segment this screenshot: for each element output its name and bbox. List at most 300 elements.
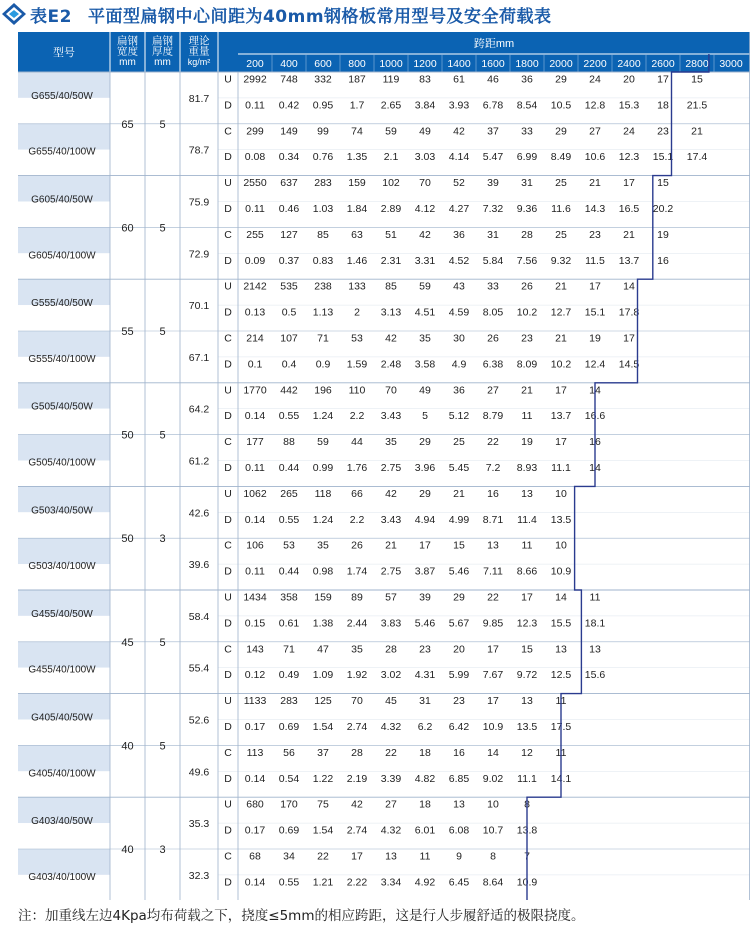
load-value: 17: [555, 384, 567, 397]
model-name: G505/40/100W: [28, 457, 96, 469]
flat-bar-thickness: 5: [159, 429, 166, 442]
load-value: 11: [419, 850, 431, 863]
load-value: 10.9: [516, 876, 538, 889]
load-value: 2.19: [346, 772, 368, 785]
load-value: 9.02: [482, 772, 504, 785]
load-value: 0.14: [244, 772, 266, 785]
load-value: 15.6: [584, 669, 606, 682]
load-code-C: C: [224, 643, 232, 656]
load-value: 4.32: [380, 720, 402, 733]
load-value: 20.2: [652, 202, 674, 215]
load-value: 0.1: [247, 358, 263, 371]
load-value: 24: [623, 125, 635, 138]
load-code-D: D: [224, 876, 232, 889]
flat-bar-width: 40: [121, 844, 134, 856]
load-code-D: D: [224, 99, 232, 112]
load-value: 31: [419, 695, 431, 708]
load-value: 11: [555, 746, 567, 759]
load-value: 16: [487, 487, 499, 500]
model-name: G605/40/50W: [31, 194, 93, 206]
load-value: 0.11: [245, 461, 265, 474]
flat-bar-thickness: 5: [159, 636, 166, 649]
load-value: 59: [317, 436, 329, 449]
flat-bar-width: 50: [121, 429, 134, 442]
load-value: 0.83: [312, 254, 334, 267]
load-code-D: D: [224, 772, 232, 785]
load-value: 2.31: [380, 254, 402, 267]
load-value: 20: [453, 643, 465, 656]
load-value: 17: [657, 73, 669, 86]
load-value: 15.1: [652, 151, 674, 164]
load-value: 149: [280, 125, 298, 138]
load-value: 11: [555, 695, 567, 708]
load-value: 170: [280, 798, 298, 811]
load-value: 0.44: [278, 565, 300, 578]
header-span-600: 600: [314, 58, 332, 70]
theoretical-weight: 49.6: [188, 766, 210, 779]
load-value: 3.31: [414, 254, 436, 267]
load-value: 53: [351, 332, 363, 345]
load-value: 13.7: [618, 254, 640, 267]
load-value: 43: [453, 280, 465, 293]
load-value: 177: [246, 436, 264, 449]
load-value: 8.05: [482, 306, 504, 319]
load-value: 5.46: [414, 617, 436, 630]
load-value: 18: [419, 798, 431, 811]
load-value: 1.35: [346, 151, 368, 164]
load-value: 0.69: [278, 824, 300, 837]
logo-icon: [1, 2, 27, 26]
load-value: 20: [623, 73, 635, 86]
load-value: 0.17: [244, 824, 266, 837]
load-value: 11.1: [517, 772, 537, 785]
load-value: 2.75: [380, 565, 402, 578]
load-code-D: D: [224, 358, 232, 371]
load-value: 88: [283, 436, 295, 449]
load-value: 29: [555, 73, 567, 86]
theoretical-weight: 35.3: [188, 818, 210, 831]
load-value: 14: [589, 384, 601, 397]
load-value: 0.13: [244, 306, 266, 319]
load-value: 0.11: [245, 99, 265, 112]
load-value: 68: [249, 850, 261, 863]
load-value: 113: [246, 746, 264, 759]
flat-bar-width: 40: [121, 740, 134, 753]
load-value: 12: [521, 746, 533, 759]
load-value: 159: [314, 591, 332, 604]
load-value: 35: [419, 332, 431, 345]
load-value: 0.54: [278, 772, 300, 785]
load-value: 12.7: [550, 306, 572, 319]
load-value: 10: [555, 539, 567, 552]
model-name: G403/40/100W: [28, 871, 96, 883]
footnote: 注：加重线左边4Kpa均布荷载之下，挠度≤5mm的相应跨距，这是行人步履舒适的极限挠度。: [18, 908, 585, 924]
load-value: 4.94: [414, 513, 436, 526]
load-value: 22: [487, 436, 499, 449]
load-value: 21: [385, 539, 397, 552]
load-value: 15: [521, 643, 533, 656]
load-value: 14: [487, 746, 499, 759]
header-weight-line: kg/m²: [187, 57, 211, 67]
load-value: 2.1: [383, 151, 399, 164]
load-value: 30: [453, 332, 465, 345]
load-value: 196: [314, 384, 332, 397]
load-value: 7.11: [483, 565, 503, 578]
load-value: 13: [589, 643, 601, 656]
header-width-line: 扁钢: [117, 35, 138, 47]
load-value: 3.93: [448, 99, 470, 112]
load-code-C: C: [224, 332, 232, 345]
load-value: 13.8: [516, 824, 538, 837]
load-value: 0.09: [244, 254, 266, 267]
load-value: 5: [422, 410, 428, 423]
load-value: 0.11: [245, 565, 265, 578]
load-value: 6.99: [516, 151, 538, 164]
load-value: 49: [419, 384, 431, 397]
load-code-D: D: [224, 565, 232, 578]
table-title: 平面型扁钢中心间距为40mm钢格板常用型号及安全荷载表: [87, 6, 552, 27]
load-value: 2992: [243, 73, 267, 86]
load-value: 35: [317, 539, 329, 552]
header-thickness-line: mm: [154, 57, 171, 68]
load-value: 1.54: [312, 824, 334, 837]
load-value: 1133: [243, 695, 267, 708]
theoretical-weight: 70.1: [188, 300, 210, 313]
load-value: 2.22: [346, 876, 368, 889]
load-value: 21: [453, 487, 465, 500]
load-value: 16: [657, 254, 669, 267]
header-thickness-line: 厚度: [152, 45, 173, 58]
load-value: 23: [419, 643, 431, 656]
load-value: 9: [456, 850, 462, 863]
load-value: 35: [385, 436, 397, 449]
load-value: 49: [419, 125, 431, 138]
load-value: 33: [521, 125, 533, 138]
load-value: 0.55: [278, 513, 300, 526]
load-value: 8: [490, 850, 496, 863]
load-value: 1.7: [349, 99, 365, 112]
load-value: 0.11: [245, 202, 265, 215]
load-value: 21: [555, 332, 567, 345]
load-value: 11: [521, 410, 533, 423]
load-value: 17: [623, 177, 635, 190]
load-value: 14.3: [584, 202, 606, 215]
load-value: 8.64: [482, 876, 504, 889]
load-value: 4.12: [414, 202, 436, 215]
model-name: G403/40/50W: [31, 816, 93, 828]
load-value: 0.4: [281, 358, 297, 371]
load-value: 29: [419, 487, 431, 500]
load-value: 56: [283, 746, 295, 759]
load-value: 17.8: [618, 306, 640, 319]
load-value: 0.55: [278, 410, 300, 423]
load-value: 23: [521, 332, 533, 345]
load-value: 13: [487, 539, 499, 552]
model-name: G455/40/50W: [31, 608, 93, 620]
load-value: 66: [351, 487, 363, 500]
load-value: 10: [555, 487, 567, 500]
load-value: 5.46: [448, 565, 470, 578]
load-value: 42: [385, 487, 397, 500]
load-value: 6.42: [448, 720, 470, 733]
load-value: 24: [589, 73, 601, 86]
load-value: 106: [246, 539, 264, 552]
flat-bar-width: 55: [121, 326, 134, 338]
flat-bar-thickness: 5: [159, 222, 166, 235]
load-code-D: D: [224, 617, 232, 630]
load-code-U: U: [224, 591, 232, 604]
load-value: 0.69: [278, 720, 300, 733]
load-value: 143: [246, 643, 264, 656]
load-value: 33: [487, 280, 499, 293]
load-value: 28: [521, 228, 533, 241]
load-value: 3.39: [380, 772, 402, 785]
load-value: 159: [348, 177, 366, 190]
load-code-D: D: [224, 824, 232, 837]
load-value: 358: [280, 591, 298, 604]
header-span-2400: 2400: [617, 58, 641, 70]
load-value: 0.49: [278, 669, 300, 682]
load-value: 6.2: [417, 720, 433, 733]
load-value: 17: [589, 280, 601, 293]
load-value: 0.14: [244, 513, 266, 526]
load-code-U: U: [224, 280, 232, 293]
load-value: 7.67: [482, 669, 504, 682]
load-value: 10.9: [550, 565, 572, 578]
load-value: 18: [419, 746, 431, 759]
load-value: 187: [348, 73, 366, 86]
load-value: 29: [555, 125, 567, 138]
load-value: 61: [453, 73, 465, 86]
load-value: 10.2: [550, 358, 572, 371]
load-value: 42: [453, 125, 465, 138]
model-name: G655/40/100W: [28, 146, 96, 158]
load-value: 0.98: [312, 565, 334, 578]
load-value: 255: [246, 228, 264, 241]
load-value: 85: [385, 280, 397, 293]
load-value: 28: [351, 746, 363, 759]
theoretical-weight: 61.2: [188, 455, 210, 468]
load-value: 13: [385, 850, 397, 863]
load-value: 2.75: [380, 461, 402, 474]
load-value: 118: [314, 487, 332, 500]
header-thickness-line: 扁钢: [152, 35, 173, 47]
load-value: 6.38: [482, 358, 504, 371]
load-value: 71: [283, 643, 295, 656]
load-value: 0.17: [244, 720, 266, 733]
load-value: 31: [521, 177, 533, 190]
load-value: 37: [487, 125, 499, 138]
load-code-D: D: [224, 461, 232, 474]
load-code-C: C: [224, 746, 232, 759]
load-value: 680: [246, 798, 264, 811]
load-value: 21: [555, 280, 567, 293]
load-value: 13.5: [516, 720, 538, 733]
load-value: 22: [385, 746, 397, 759]
load-value: 17.4: [686, 151, 708, 164]
load-value: 3.58: [414, 358, 436, 371]
load-value: 27: [589, 125, 601, 138]
load-value: 16.5: [618, 202, 640, 215]
header-span-2000: 2000: [549, 58, 573, 70]
load-value: 39: [419, 591, 431, 604]
load-value: 2.65: [380, 99, 402, 112]
load-value: 2.2: [349, 513, 365, 526]
load-code-U: U: [224, 798, 232, 811]
load-value: 19: [589, 332, 601, 345]
load-code-D: D: [224, 306, 232, 319]
load-value: 28: [385, 643, 397, 656]
load-value: 0.14: [244, 410, 266, 423]
load-value: 0.15: [244, 617, 266, 630]
load-value: 0.12: [244, 669, 266, 682]
load-code-D: D: [224, 151, 232, 164]
load-value: 102: [382, 177, 400, 190]
load-value: 8.09: [516, 358, 538, 371]
load-value: 85: [317, 228, 329, 241]
header-span-1000: 1000: [379, 58, 403, 70]
load-value: 70: [351, 695, 363, 708]
model-name: G505/40/50W: [31, 401, 93, 413]
load-value: 442: [280, 384, 298, 397]
load-value: 31: [487, 228, 499, 241]
model-name: G555/40/100W: [28, 353, 96, 365]
load-value: 12.3: [516, 617, 538, 630]
load-value: 37: [317, 746, 329, 759]
model-name: G605/40/100W: [28, 250, 96, 262]
model-name: G455/40/100W: [28, 664, 96, 676]
load-value: 332: [314, 73, 332, 86]
load-value: 6.45: [448, 876, 470, 889]
load-value: 2.74: [346, 720, 368, 733]
title-bar: [0, 0, 750, 28]
load-value: 16.6: [584, 410, 606, 423]
load-value: 9.32: [550, 254, 572, 267]
load-value: 9.85: [482, 617, 504, 630]
load-value: 4.82: [414, 772, 436, 785]
load-value: 1.38: [312, 617, 334, 630]
load-value: 4.9: [451, 358, 467, 371]
load-value: 0.46: [278, 202, 300, 215]
theoretical-weight: 42.6: [188, 507, 210, 520]
theoretical-weight: 64.2: [188, 403, 210, 416]
load-value: 36: [453, 384, 465, 397]
load-value: 13: [521, 695, 533, 708]
load-code-C: C: [224, 228, 232, 241]
load-code-C: C: [224, 850, 232, 863]
theoretical-weight: 55.4: [188, 662, 210, 675]
load-value: 34: [283, 850, 295, 863]
load-value: 22: [487, 591, 499, 604]
load-value: 8: [524, 798, 530, 811]
load-value: 63: [351, 228, 363, 241]
theoretical-weight: 52.6: [188, 714, 210, 727]
flat-bar-width: 65: [121, 118, 134, 131]
load-value: 265: [280, 487, 298, 500]
load-value: 4.99: [448, 513, 470, 526]
load-code-U: U: [224, 177, 232, 190]
load-value: 0.37: [278, 254, 300, 267]
load-value: 11: [521, 539, 533, 552]
load-value: 10.6: [584, 151, 606, 164]
load-value: 12.8: [584, 99, 606, 112]
page-title: [30, 2, 552, 27]
load-value: 4.52: [448, 254, 470, 267]
load-value: 12.4: [584, 358, 606, 371]
load-value: 1.21: [312, 876, 334, 889]
load-value: 2: [354, 306, 360, 319]
load-value: 26: [521, 280, 533, 293]
model-name: G405/40/100W: [28, 768, 96, 780]
load-value: 89: [351, 591, 363, 604]
load-value: 2.48: [380, 358, 402, 371]
header-span-3000: 3000: [719, 58, 743, 70]
load-value: 59: [419, 280, 431, 293]
table-number: 表E2: [30, 6, 72, 27]
load-value: 15.1: [584, 306, 606, 319]
load-value: 0.34: [278, 151, 300, 164]
flat-bar-width: 45: [121, 636, 134, 649]
load-value: 8.79: [482, 410, 504, 423]
load-value: 44: [351, 436, 363, 449]
load-code-C: C: [224, 539, 232, 552]
load-value: 74: [351, 125, 363, 138]
load-value: 21: [623, 228, 635, 241]
header-weight-line: 重量: [188, 45, 210, 58]
load-value: 12.3: [618, 151, 640, 164]
load-value: 29: [453, 591, 465, 604]
header-span-200: 200: [246, 58, 264, 70]
load-value: 13: [555, 643, 567, 656]
theoretical-weight: 58.4: [188, 610, 210, 623]
load-value: 25: [555, 177, 567, 190]
load-value: 119: [382, 73, 400, 86]
flat-bar-thickness: 3: [159, 844, 166, 856]
load-value: 46: [487, 73, 499, 86]
load-value: 10: [487, 798, 499, 811]
load-value: 7: [524, 850, 530, 863]
load-value: 12.5: [550, 669, 572, 682]
load-value: 14.1: [550, 772, 572, 785]
load-value: 22: [317, 850, 329, 863]
load-value: 10.5: [550, 99, 572, 112]
load-value: 42: [419, 228, 431, 241]
load-value: 0.42: [278, 99, 300, 112]
load-value: 15.3: [618, 99, 640, 112]
load-value: 2.89: [380, 202, 402, 215]
load-value: 535: [280, 280, 298, 293]
load-value: 13.7: [550, 410, 572, 423]
load-value: 7.56: [516, 254, 538, 267]
load-value: 21: [589, 177, 601, 190]
load-value: 39: [487, 177, 499, 190]
load-value: 238: [314, 280, 332, 293]
load-value: 15: [691, 73, 703, 86]
load-value: 748: [280, 73, 298, 86]
load-value: 26: [487, 332, 499, 345]
load-value: 21: [521, 384, 533, 397]
load-value: 2.74: [346, 824, 368, 837]
load-value: 16: [453, 746, 465, 759]
load-value: 0.44: [278, 461, 300, 474]
load-value: 45: [385, 695, 397, 708]
load-value: 23: [657, 125, 669, 138]
theoretical-weight: 75.9: [188, 196, 210, 209]
load-value: 4.92: [414, 876, 436, 889]
load-value: 1.46: [346, 254, 368, 267]
load-value: 19: [521, 436, 533, 449]
load-value: 3.43: [380, 513, 402, 526]
